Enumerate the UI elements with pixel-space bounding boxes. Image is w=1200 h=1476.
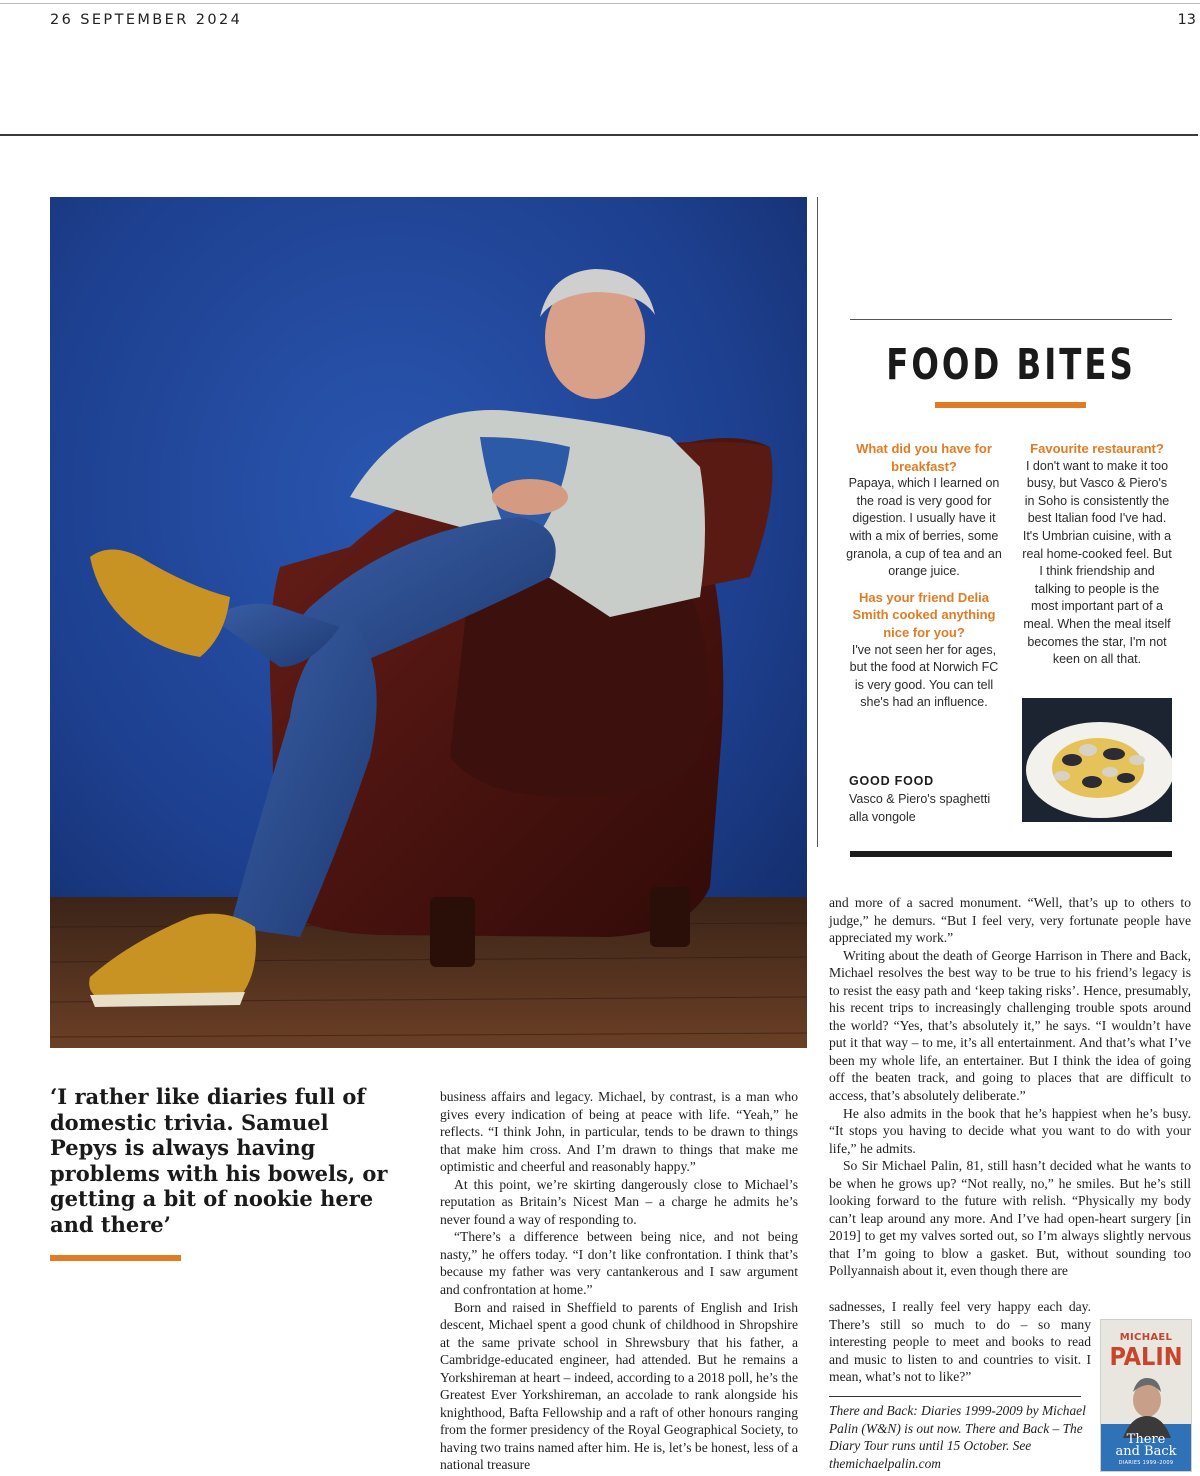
credit-rule [829, 1396, 1081, 1397]
portrait-photo [50, 197, 807, 1048]
article-column-middle [440, 1088, 798, 1474]
answer-delia-smith: I've not seen her for ages, but the food at Norwich FC is very good. You can tell she's had an influence. [849, 642, 999, 710]
food-bites-left-column [846, 440, 1002, 720]
food-bites-title: FOOD BITES [886, 341, 1136, 390]
article-paragraph: Writing about the death of George Harrison in There and Back, Michael resolves the best way to be true to his friend’s legacy is to resist the easy path and ‘keep taking risks’. Hence, presumably, his recent trips to increasingly challenging trouble spots around the world? “Yes, that’s absolutely it,” he says. “I wouldn’t have put it that way – to me, it’s all entertainment. And that’s what I’ve been my whole life, an entertainer. But I think the idea of going off the beaten track, and going to places that are difficult to access, that’s absolutely deliberate.” [829, 947, 1191, 1104]
article-paragraph: sadnesses, I really feel very happy each day. There’s still so much to do – so many interesting people to meet and books to read and music to listen to and countries to visit. I mean, what’s not to like?” [829, 1299, 1091, 1385]
answer-breakfast: Papaya, which I learned on the road is very good for digestion. I usually have it with a mix of berries, some granola, a cup of tea and an orange juice. [846, 476, 1002, 579]
article-paragraph: business affairs and legacy. Michael, by contrast, is a man who gives every indication of being at peace with life. “Yeah,” he reflects. “I think John, in particular, tends to be drawn to things that make him cross. And I’m drawn to things that make me optimistic and cheerful and reasonably happy.” [440, 1089, 798, 1175]
question-favourite-restaurant: Favourite restaurant? [1030, 441, 1164, 456]
column-rule [817, 197, 818, 847]
book-subtitle: DIARIES 1999–2009 [1118, 1460, 1174, 1466]
article-paragraph: Born and raised in Sheffield to parents of English and Irish descent, Michael spent a good chunk of childhood in Shropshire at the same private school in Shrewsbury that his father, a Cambridge-educated engineer, had attended. But he remains a Yorkshireman at heart – indeed, according to a 2018 poll, he’s the Greatest Ever Yorkshireman, an accolade to rank alongside his knighthood, Bafta Fellowship and a raft of other honours ranging from the former presidency of the Royal Geographical Society, to having two trains named after him. He is, let’s be honest, less of a national treasure [440, 1299, 798, 1473]
article-paragraph: At this point, we’re skirting dangerously close to Michael’s reputation as Britain’s Nicest Man – a charge he admits he’s never found a way of responding to. [440, 1176, 798, 1227]
book-author-last: PALIN [1109, 1342, 1183, 1371]
article-paragraph: “There’s a difference between being nice, and not being nasty,” he offers today. “I don’t like confrontation. I think that’s because my father was very cantankerous and I saw argument and confrontation at home.” [440, 1229, 798, 1298]
page-number: 13 [1177, 12, 1196, 28]
good-food-label: GOOD FOOD [849, 774, 934, 788]
book-author-first: MICHAEL [1119, 1332, 1173, 1343]
pull-quote-accent-bar [50, 1255, 181, 1261]
book-credit: There and Back: Diaries 1999-2009 by Michael Palin (W&N) is out now. There and Back – The Diary Tour runs until 15 October. See themichaelpalin.com [829, 1403, 1086, 1471]
book-cover [1100, 1319, 1192, 1472]
article-column-right-end [829, 1298, 1091, 1386]
good-food-caption: Vasco & Piero's spaghetti alla vongole [849, 792, 991, 824]
food-bites-top-rule [850, 319, 1172, 320]
food-bites-accent-bar [935, 402, 1086, 408]
header-rule [0, 134, 1198, 136]
spaghetti-vongole-photo [1022, 698, 1172, 822]
book-title [1101, 1434, 1191, 1458]
top-rule [0, 3, 1200, 4]
book-title-line2: and Back [1115, 1444, 1177, 1459]
book-title-line1: There [1126, 1432, 1166, 1447]
answer-favourite-restaurant: I don't want to make it too busy, but Vasco & Piero's in Soho is consistently the best Italian food I've had. It's Umbrian cuisine, with a real home-cooked feel. But I think friendship and talking to people is the most important part of a meal. When the meal itself becomes the star, I'm not keen on all that. [1022, 458, 1172, 667]
question-breakfast: What did you have for breakfast? [856, 441, 992, 474]
article-paragraph: He also admits in the book that he’s happiest when he’s busy. “It stops you having to decide what you want to do with your life,” he admits. [829, 1105, 1191, 1156]
article-paragraph: So Sir Michael Palin, 81, still hasn’t decided what he wants to be when he grows up? “Not really, no,” he smiles. But he’s still looking forward to the future with relish. “Physically my body can’t leap around any more. And I’ve had open-heart surgery [in 2019] to get my valves sorted out, so I’m always slightly nervous that I’m going to blow a gasket. But, without sounding too Pollyannaish about it, even though there are [829, 1158, 1191, 1279]
article-paragraph: and more of a sacred monument. “Well, that’s up to others to judge,” he demurs. “But I feel very, very fortunate people have appreciated my work.” [829, 895, 1191, 946]
pull-quote: ‘I rather like diaries full of domestic trivia. Samuel Pepys is always having problems with his bowels, or getting a bit of nookie here and there’ [50, 1084, 388, 1237]
article-column-right [829, 894, 1191, 1280]
food-bites-bottom-rule [850, 851, 1172, 857]
food-bites-right-column [1022, 440, 1172, 677]
question-delia-smith: Has your friend Delia Smith cooked anything nice for you? [852, 589, 996, 640]
issue-date: 26 SEPTEMBER 2024 [50, 12, 243, 28]
